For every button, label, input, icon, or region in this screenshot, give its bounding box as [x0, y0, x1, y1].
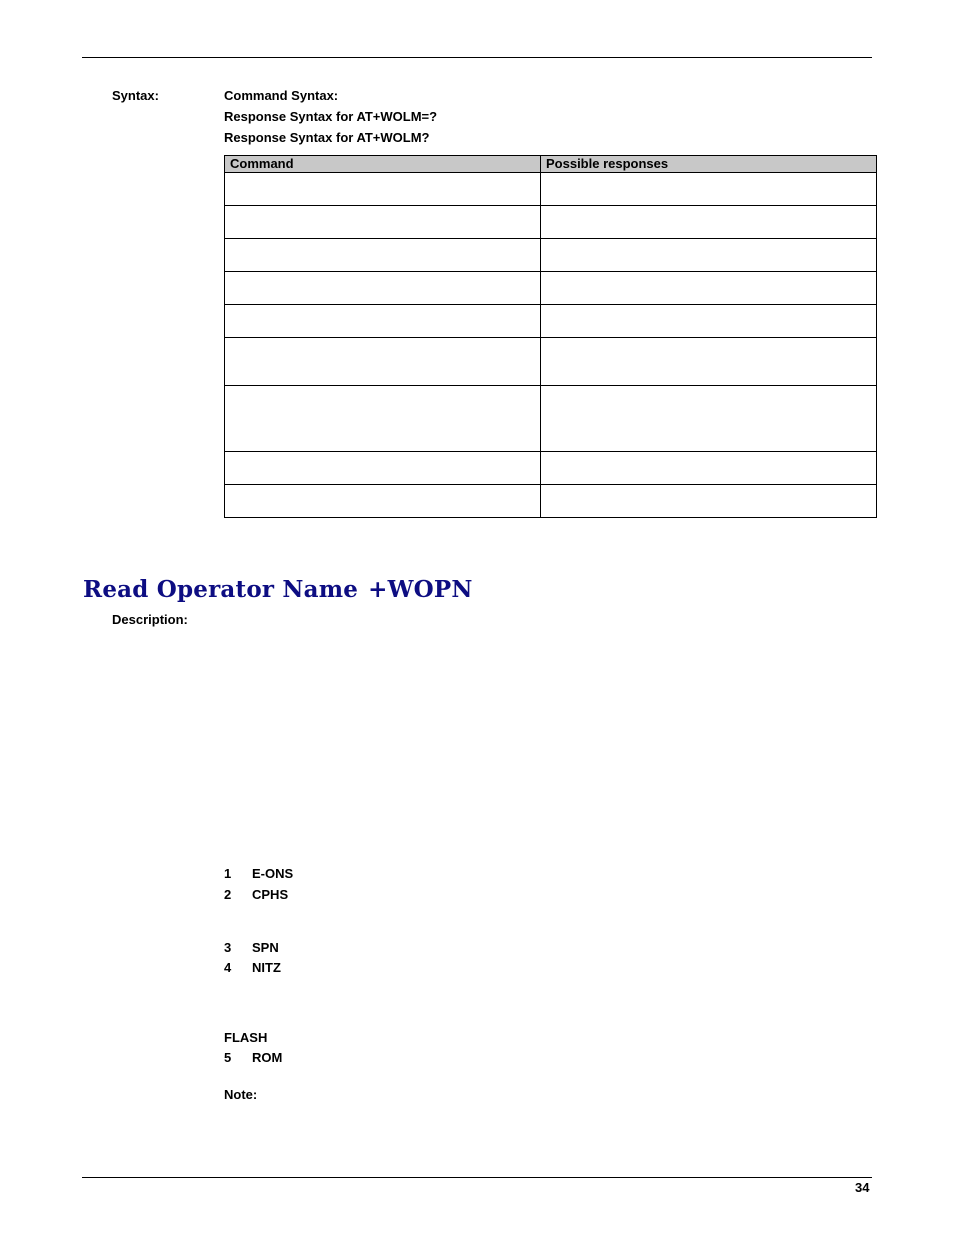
- list-item-text: SPN: [252, 940, 279, 955]
- table-cell-command: [225, 485, 541, 518]
- list-item-number: 2: [224, 887, 232, 902]
- table-row: [225, 173, 877, 206]
- list-item-text: NITZ: [252, 960, 281, 975]
- table-cell-response: [541, 305, 877, 338]
- table-row: [225, 452, 877, 485]
- table-cell-command: [225, 338, 541, 386]
- table-cell-response: [541, 485, 877, 518]
- table-header-command: Command: [225, 156, 541, 173]
- table-header-row: [225, 156, 877, 173]
- command-response-table: [224, 155, 877, 518]
- list-item-number: 1: [224, 866, 232, 881]
- table-cell-command: [225, 239, 541, 272]
- table-row: [225, 485, 877, 518]
- table-cell-command: [225, 206, 541, 239]
- table-row: [225, 305, 877, 338]
- table-row: [225, 272, 877, 305]
- section-heading: [83, 576, 473, 603]
- response-syntax-read-line: Response Syntax for AT+WOLM?: [224, 130, 430, 145]
- list-item-text: ROM: [252, 1050, 283, 1065]
- table-cell-response: [541, 386, 877, 452]
- syntax-label: Syntax:: [112, 88, 159, 103]
- list-item-text: E-ONS: [252, 866, 294, 881]
- page-number: 34: [855, 1180, 870, 1195]
- list-item-number: 3: [224, 940, 232, 955]
- response-syntax-test-line: Response Syntax for AT+WOLM=?: [224, 109, 438, 124]
- table-cell-command: [225, 272, 541, 305]
- footer-rule: [82, 1177, 872, 1178]
- note-label: Note:: [224, 1087, 258, 1102]
- table-row: [225, 206, 877, 239]
- list-item-text: CPHS: [252, 887, 289, 902]
- list-item-number: 4: [224, 960, 232, 975]
- list-item-number: 5: [224, 1050, 232, 1065]
- table-cell-response: [541, 239, 877, 272]
- table-row: [225, 386, 877, 452]
- table-cell-command: [225, 173, 541, 206]
- table-cell-response: [541, 272, 877, 305]
- table-row: [225, 338, 877, 386]
- table-cell-command: [225, 386, 541, 452]
- table-cell-response: [541, 173, 877, 206]
- header-rule: [82, 57, 872, 58]
- list-item-text: FLASH: [224, 1030, 268, 1045]
- section-title: Read Operator Name: [83, 576, 359, 603]
- table-cell-command: [225, 305, 541, 338]
- description-label: Description:: [112, 612, 188, 627]
- table-cell-response: [541, 338, 877, 386]
- table-header-responses: Possible responses: [541, 156, 877, 173]
- command-syntax-line: Command Syntax:: [224, 88, 339, 103]
- table-cell-response: [541, 452, 877, 485]
- table-cell-command: [225, 452, 541, 485]
- table-cell-response: [541, 206, 877, 239]
- section-command: +WOPN: [368, 576, 473, 603]
- table-row: [225, 239, 877, 272]
